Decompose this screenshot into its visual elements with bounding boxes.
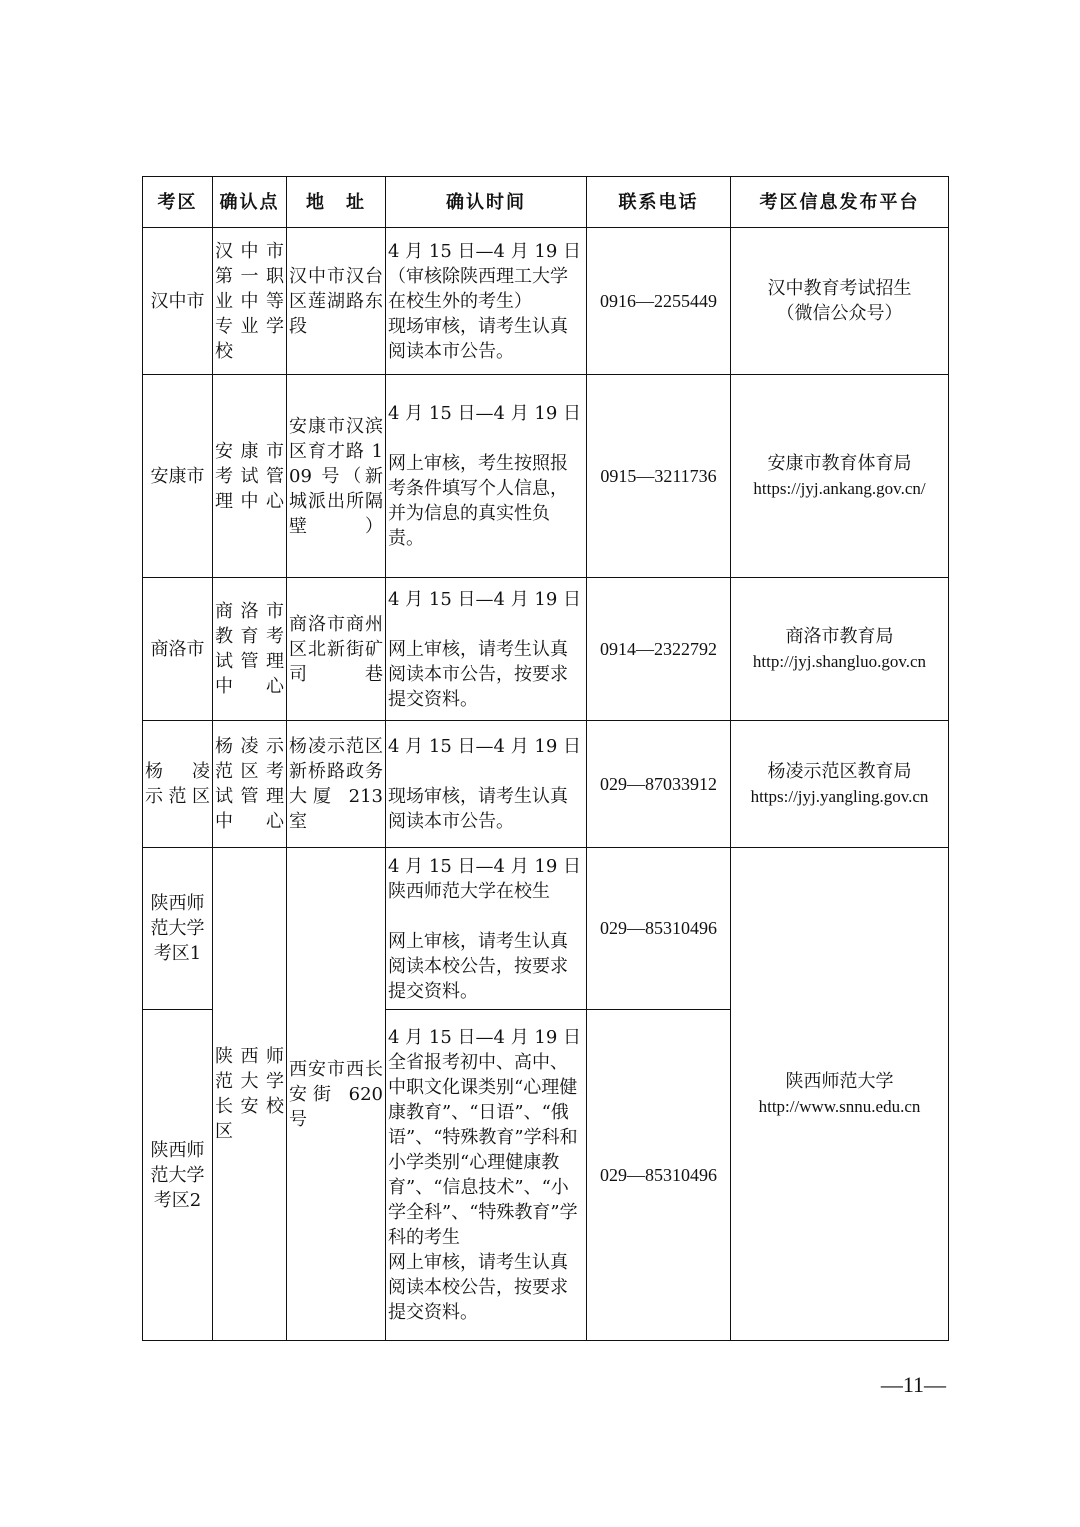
table-row (143, 375, 949, 578)
time-range: 4 月 15 日—4 月 19 日 (388, 588, 582, 610)
address-cell: 杨凌示范区新桥路政务大厦 213 室 (287, 721, 386, 848)
phone-cell: 0914—2322792 (587, 578, 731, 721)
platform-link[interactable]: https://jyj.ankang.gov.cn/ (753, 479, 926, 498)
time-cell (386, 375, 587, 578)
platform-name: 陕西师范大学 (785, 1071, 894, 1092)
address-cell: 安康市汉滨区育才路 109 号（新城派出所隔壁） (287, 375, 386, 578)
header-address: 地 址 (287, 177, 386, 228)
phone-cell: 0916—2255449 (587, 228, 731, 375)
region-cell: 汉中市 (143, 228, 213, 375)
time-cell (386, 721, 587, 848)
platform-sub: （微信公众号） (776, 303, 903, 324)
table-header-row (143, 177, 949, 228)
time-desc: 现场审核，请考生认真阅读本市公告。 (388, 786, 568, 832)
time-desc: 网上审核，请考生认真阅读本市公告，按要求提交资料。 (388, 638, 568, 710)
table-row (143, 578, 949, 721)
time-note: 全省报考初中、高中、中职文化课类别“心理健康教育”、“日语”、“俄语”、“特殊教育”学科和小学类别“心理健康教育”、“信息技术”、“小学全科”、“特殊教育”学科的考生 (388, 1052, 578, 1248)
platform-cell (731, 848, 949, 1341)
page-number: —11— (880, 1372, 946, 1397)
platform-cell (731, 721, 949, 848)
address-cell: 西安市西长安街 620 号 (287, 848, 386, 1341)
time-range: 4 月 15 日—4 月 19 日 (388, 855, 582, 877)
phone-cell: 029—87033912 (587, 721, 731, 848)
platform-name: 商洛市教育局 (785, 626, 894, 647)
platform-name: 安康市教育体育局 (767, 453, 912, 474)
point-cell: 安康市考试管理中心 (213, 375, 287, 578)
time-desc: 网上审核，考生按照报考条件填写个人信息，并为信息的真实性负责。 (388, 453, 568, 549)
table-row (143, 228, 949, 375)
time-range: 4 月 15 日—4 月 19 日 (388, 1027, 582, 1048)
platform-name: 汉中教育考试招生 (767, 278, 912, 299)
region-cell: 陕西师范大学考区2 (143, 1010, 213, 1341)
time-desc: 现场审核，请考生认真阅读本市公告。 (388, 315, 568, 362)
table-row (143, 848, 949, 1010)
platform-cell (731, 228, 949, 375)
address-cell: 汉中市汉台区莲湖路东段 (287, 228, 386, 375)
time-note: 陕西师范大学在校生 (388, 880, 550, 902)
platform-link[interactable]: http://www.snnu.edu.cn (758, 1097, 921, 1116)
time-cell (386, 848, 587, 1010)
phone-cell: 0915—3211736 (587, 375, 731, 578)
region-cell: 陕西师范大学考区1 (143, 848, 213, 1010)
time-desc: 网上审核，请考生认真阅读本校公告，按要求提交资料。 (388, 930, 568, 1002)
point-cell: 汉中市第一职业中等专业学校 (213, 228, 287, 375)
exam-sites-table (142, 176, 949, 1341)
time-cell (386, 1010, 587, 1341)
time-note: （审核除陕西理工大学在校生外的考生） (388, 265, 568, 312)
time-cell (386, 578, 587, 721)
platform-name: 杨凌示范区教育局 (767, 761, 912, 782)
point-cell: 杨凌示范区考试管理中心 (213, 721, 287, 848)
point-cell: 陕西师范大学长安校区 (213, 848, 287, 1341)
platform-link[interactable]: http://jyj.shangluo.gov.cn (752, 652, 927, 671)
phone-cell: 029—85310496 (587, 1010, 731, 1341)
platform-link[interactable]: https://jyj.yangling.gov.cn (750, 787, 929, 806)
region-cell: 安康市 (143, 375, 213, 578)
region-cell: 杨 凌示范区 (143, 721, 213, 848)
header-region: 考区 (143, 177, 213, 228)
platform-cell (731, 578, 949, 721)
table-row (143, 721, 949, 848)
header-platform: 考区信息发布平台 (731, 177, 949, 228)
header-point: 确认点 (213, 177, 287, 228)
region-cell: 商洛市 (143, 578, 213, 721)
time-range: 4 月 15 日—4 月 19 日 (388, 240, 582, 262)
address-cell: 商洛市商州区北新街矿司巷 (287, 578, 386, 721)
time-range: 4 月 15 日—4 月 19 日 (388, 403, 582, 424)
header-phone: 联系电话 (587, 177, 731, 228)
platform-cell (731, 375, 949, 578)
phone-cell: 029—85310496 (587, 848, 731, 1010)
time-range: 4 月 15 日—4 月 19 日 (388, 736, 582, 757)
time-desc: 网上审核，请考生认真阅读本校公告，按要求提交资料。 (388, 1252, 568, 1323)
point-cell: 商洛市教育考试管理中心 (213, 578, 287, 721)
time-cell (386, 228, 587, 375)
header-time: 确认时间 (386, 177, 587, 228)
